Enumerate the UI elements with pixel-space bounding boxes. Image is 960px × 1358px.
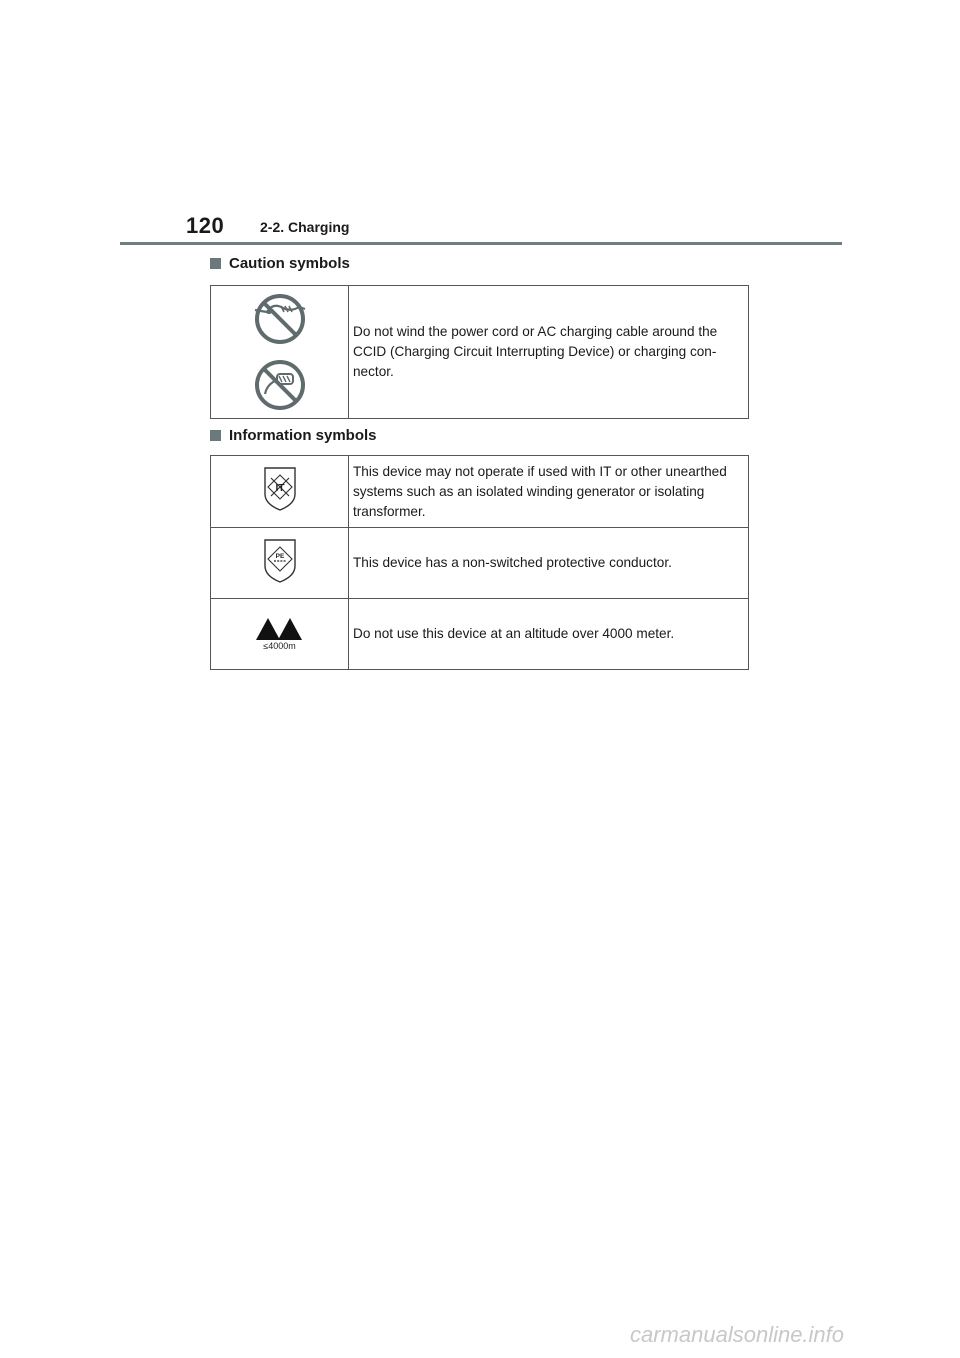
no-winding-cord-icon	[253, 292, 307, 346]
info-text-altitude: Do not use this device at an altitude over 4000 meter.	[353, 626, 675, 641]
caution-heading	[210, 255, 350, 272]
watermark: carmanualsonline.info	[630, 1322, 845, 1347]
information-table	[210, 455, 749, 670]
information-heading	[210, 427, 377, 444]
no-winding-connector-icon	[253, 358, 307, 412]
info-icon-cell	[211, 599, 349, 670]
table-row	[211, 599, 749, 670]
pe-label: PE	[275, 552, 284, 560]
square-bullet-icon	[210, 430, 221, 441]
info-text-cell	[349, 456, 749, 528]
caution-text-cell	[349, 286, 749, 419]
info-text-pe: This device has a non-switched protective conductor.	[353, 555, 672, 570]
caution-text: Do not wind the power cord or AC charging cable around the CCID (Charging Circuit Interrupting Device) or charging con-nector.	[353, 324, 718, 379]
table-row	[211, 528, 749, 599]
protective-earth-icon	[263, 538, 297, 584]
info-icon-cell	[211, 528, 349, 599]
section-title: 2-2. Charging	[260, 219, 350, 235]
info-text-cell	[349, 528, 749, 599]
caution-icon-cell	[211, 286, 349, 419]
page-header	[0, 0, 960, 250]
caution-table	[210, 285, 749, 419]
page-number: 120	[186, 213, 225, 238]
square-bullet-icon	[210, 258, 221, 269]
table-row	[211, 286, 749, 419]
information-heading-label: Information symbols	[229, 427, 377, 444]
no-it-system-icon	[263, 466, 297, 512]
header-divider	[120, 242, 842, 245]
altitude-label: ≤4000m	[263, 640, 296, 651]
it-label: IT	[275, 483, 284, 494]
info-text-cell	[349, 599, 749, 670]
table-row	[211, 456, 749, 528]
info-icon-cell	[211, 456, 349, 528]
altitude-limit-icon	[256, 618, 304, 640]
info-text-it: This device may not operate if used with IT or other unearthed systems such as an isolated winding generator or isolating transformer.	[353, 463, 727, 519]
caution-heading-label: Caution symbols	[229, 255, 350, 272]
